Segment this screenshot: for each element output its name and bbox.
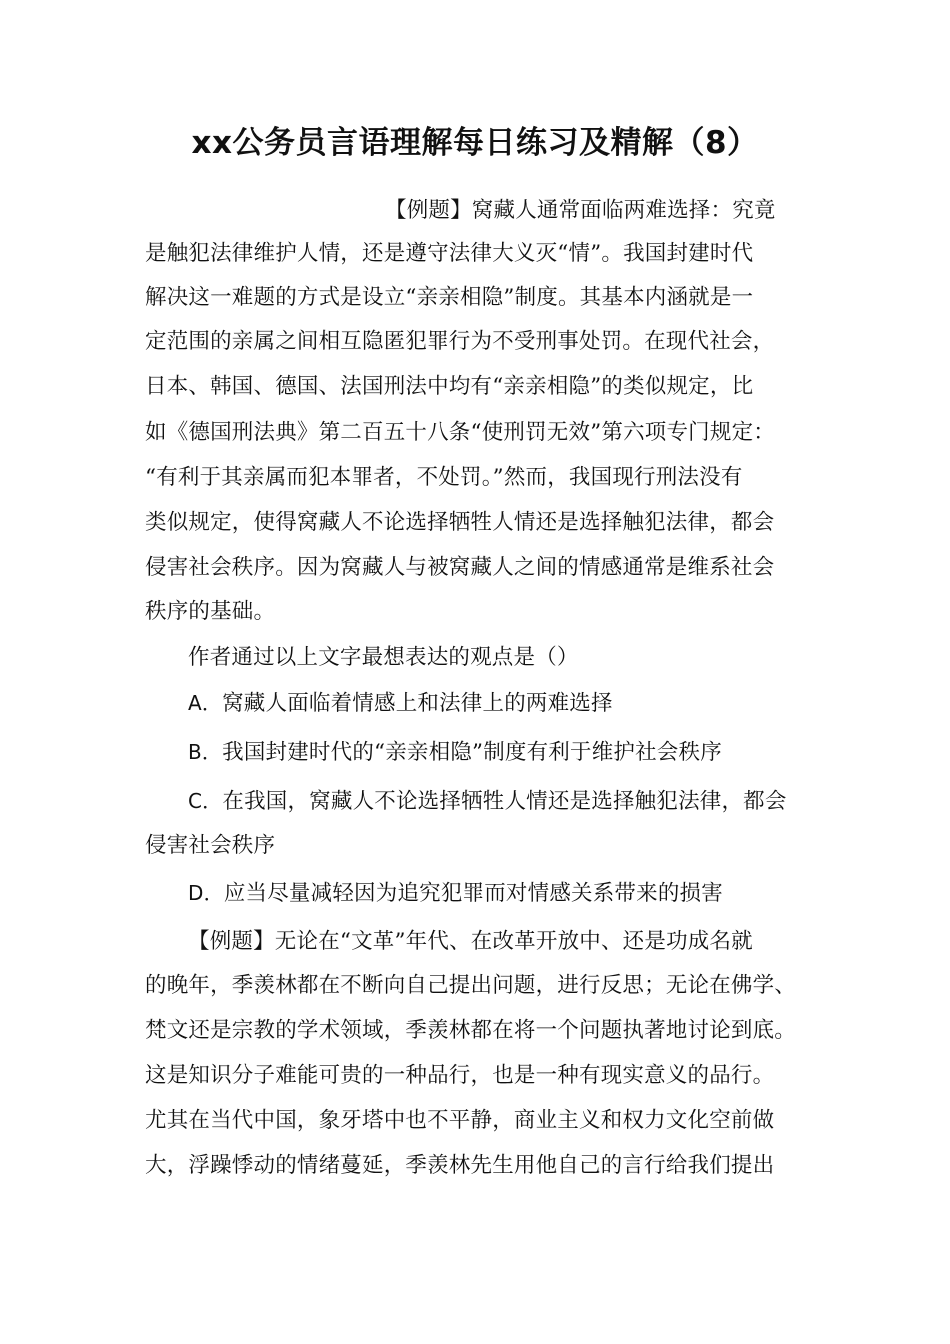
option-text: 应当尽量减轻因为追究犯罪而对情感关系带来的损害 <box>223 881 723 906</box>
q2-passage-line: 大，浮躁悸动的情绪蔓延，季羡林先生用他自己的言行给我们提出 <box>145 1153 775 1178</box>
option-text: 我国封建时代的“亲亲相隐”制度有利于维护社会秩序 <box>222 740 722 765</box>
q1-option-c <box>188 786 787 817</box>
q1-passage-line: 解决这一难题的方式是设立“亲亲相隐”制度。其基本内涵就是一 <box>145 285 754 310</box>
q1-passage-line: 日本、韩国、德国、法国刑法中均有“亲亲相隐”的类似规定，比 <box>145 374 754 399</box>
option-letter: B． <box>188 740 223 764</box>
option-letter: A． <box>188 691 223 715</box>
q1-option-d <box>188 878 723 909</box>
q1-passage-line: 如《德国刑法典》第二百五十八条“使刑罚无效”第六项专门规定： <box>145 420 775 445</box>
q2-passage-line: 梵文还是宗教的学术领域，季羡林都在将一个问题执著地讨论到底。 <box>145 1018 797 1043</box>
q1-option-b <box>188 737 722 768</box>
option-text: 在我国，窝藏人不论选择牺牲人情还是选择触犯法律，都会 <box>222 789 787 814</box>
q1-passage-line: 定范围的亲属之间相互隐匿犯罪行为不受刑事处罚。在现代社会， <box>145 329 775 354</box>
q2-passage-line: 这是知识分子难能可贵的一种品行，也是一种有现实意义的品行。 <box>145 1063 775 1088</box>
option-letter: C． <box>188 789 223 813</box>
q2-passage-line: 尤其在当代中国，象牙塔中也不平静，商业主义和权力文化空前做 <box>145 1108 775 1133</box>
q1-passage-line: 秩序的基础。 <box>145 599 276 624</box>
option-text: 侵害社会秩序 <box>145 833 276 858</box>
q1-passage-line: 是触犯法律维护人情，还是遵守法律大义灭“情”。我国封建时代 <box>145 241 754 266</box>
q2-passage-line: 【例题】无论在“文革”年代、在改革开放中、还是功成名就 <box>188 929 753 954</box>
q1-passage-line: 【例题】窝藏人通常面临两难选择：究竟 <box>385 198 776 223</box>
option-text: 窝藏人面临着情感上和法律上的两难选择 <box>222 691 613 716</box>
q1-passage-line: 侵害社会秩序。因为窝藏人与被窝藏人之间的情感通常是维系社会 <box>145 555 775 580</box>
q2-passage-line: 的晚年，季羡林都在不断向自己提出问题，进行反思；无论在佛学、 <box>145 973 797 998</box>
q1-option-c-continued <box>145 831 275 861</box>
page-title: xx公务员言语理解每日练习及精解（8） <box>191 125 759 161</box>
q1-passage-line: “有利于其亲属而犯本罪者，不处罚。”然而，我国现行刑法没有 <box>145 465 743 490</box>
option-letter: D． <box>188 881 224 905</box>
q1-question: 作者通过以上文字最想表达的观点是（） <box>188 645 579 670</box>
q1-option-a <box>188 688 613 719</box>
q1-passage-line: 类似规定，使得窝藏人不论选择牺牲人情还是选择触犯法律，都会 <box>145 510 775 535</box>
